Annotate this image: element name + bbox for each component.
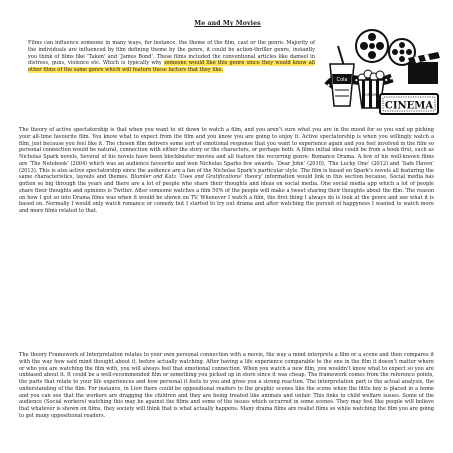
cinema-sign-text: CINEMA bbox=[384, 100, 434, 112]
paragraph-intro-text: Films can influence someone in many ways, for instance, the theme of the film, cast or the genre. Majority of the individuals are influenced by film defining theme by the genre, it could be action-thriller genre, instantly you think of films like ‘Taken’ and ‘James Bond’. These films included the conventional articles like damsel in distress, guns, violence etc. Which is typically why bbox=[28, 40, 315, 67]
cinema-sign bbox=[380, 94, 438, 114]
paragraph-framework-tail: there could be oppositional readers to the graphic scenes like the scene when the little boy is placed in a home and you can see that the workers are dragging the children and they are being treated like animals and unfair. This links to child welfare issues. Some of the audience (Social workers) watching this may be against the films and some of the issues which occurred in some scenes. They may feel like people will believe that whatever is shown on films, they society will think that is what actually happens. Many drama films are realist films so while watching the film you are going to get many oppositional readers. bbox=[19, 385, 435, 419]
paragraph-framework-interpretation bbox=[19, 352, 434, 420]
paragraph-framework-text: The theory Framework of Interpretation relates to your own personal connection with a movie, the way a mind interprets a film or a scene and then compares it with the way how said mind thought about it, before actually watching. After having a life experience comparable to the one in the film it doesn’t matter where or who you are watching the film with, you will always feel that emotional connection. When you watch a new film, you wouldn’t know what to expect so you are unbiased about it. It could be a well-recommended film or something you picked up in store since it was cheap. The framework comes from the reference points, the parts that relate to your life experiences and how personal it feels to you and gives you a strong reaction. The interpretation part is the actual analysis, the understanding of the film. For instance, in bbox=[19, 352, 434, 392]
highlighted-text: someone would like this genre since they would know all other films of the same genre which will feature these factors that they like. bbox=[28, 60, 315, 73]
paragraph-intro bbox=[28, 40, 315, 74]
film-reel-icon bbox=[356, 30, 415, 65]
paragraph-active-spectatorship-text: The theory of active spectatorship is that when you want to sit down to watch a film, and you aren’t sure what you are in the mood for so you end up picking your all-time favourite film. You know what to expect from the film and you know you are going to enjoy it. Active spectatorship is when you willingly watch a film, just because you feel like it. The chosen film delivers some sort of emotional response that you want to experience again and you feel involved in the film so personal connection would be natural, connection with either the story or the characters, or perhaps both. A films initial idea could be from a book first, such as Nicholas Spark novels, Several of his novels have been blockbuster movies and all feature the recurring genre- Romance Drama. A few of his well-known films are ‘The Notebook’ (2004) which was an audience favourite and won Nicholas Sparks few awards. ‘Dear John’ (2010), ‘The Lucky One’ (2012) and ‘Safe Haven’ (2013). This is also active spectatorship since the audience are a fan of the Nicholas Spark’s particular style. The film is based on Spark’s novels all featuring the same characteristics, layouts and themes. bbox=[19, 127, 434, 181]
film-title-lion: Lion bbox=[130, 385, 142, 392]
theory-reference: Blumler and Katz ‘Uses and Gratifications’ theory’ bbox=[130, 174, 263, 181]
document-title: Me and My Movies bbox=[194, 20, 261, 27]
paragraph-active-spectatorship bbox=[19, 127, 434, 215]
cup-label: Cola bbox=[336, 77, 348, 83]
popcorn-label: POPCORN bbox=[363, 93, 379, 97]
paragraph-active-spectatorship-tail: information would link in this section because, Social media has gotten so big through the years and there are a lot of people who share their thoughts and ideas on social media. One social media app which a lot of people share their thoughts and opinions is Twitter. After someone watches a film 50% of the people will make a tweet sharing their thoughts about the film. The reason on how I got so into Drama films was when it would be shown on TV. Whenever I watch a film, the first thing I always do is look at the genre and see what it is based on. Normally I would only watch romance or comedy but I started to try out drama and after watching the pursuit of happyness I wanted to watch more and more films related to that. bbox=[19, 174, 434, 214]
drink-cup-icon bbox=[330, 46, 354, 106]
cinema-illustration bbox=[322, 28, 443, 124]
